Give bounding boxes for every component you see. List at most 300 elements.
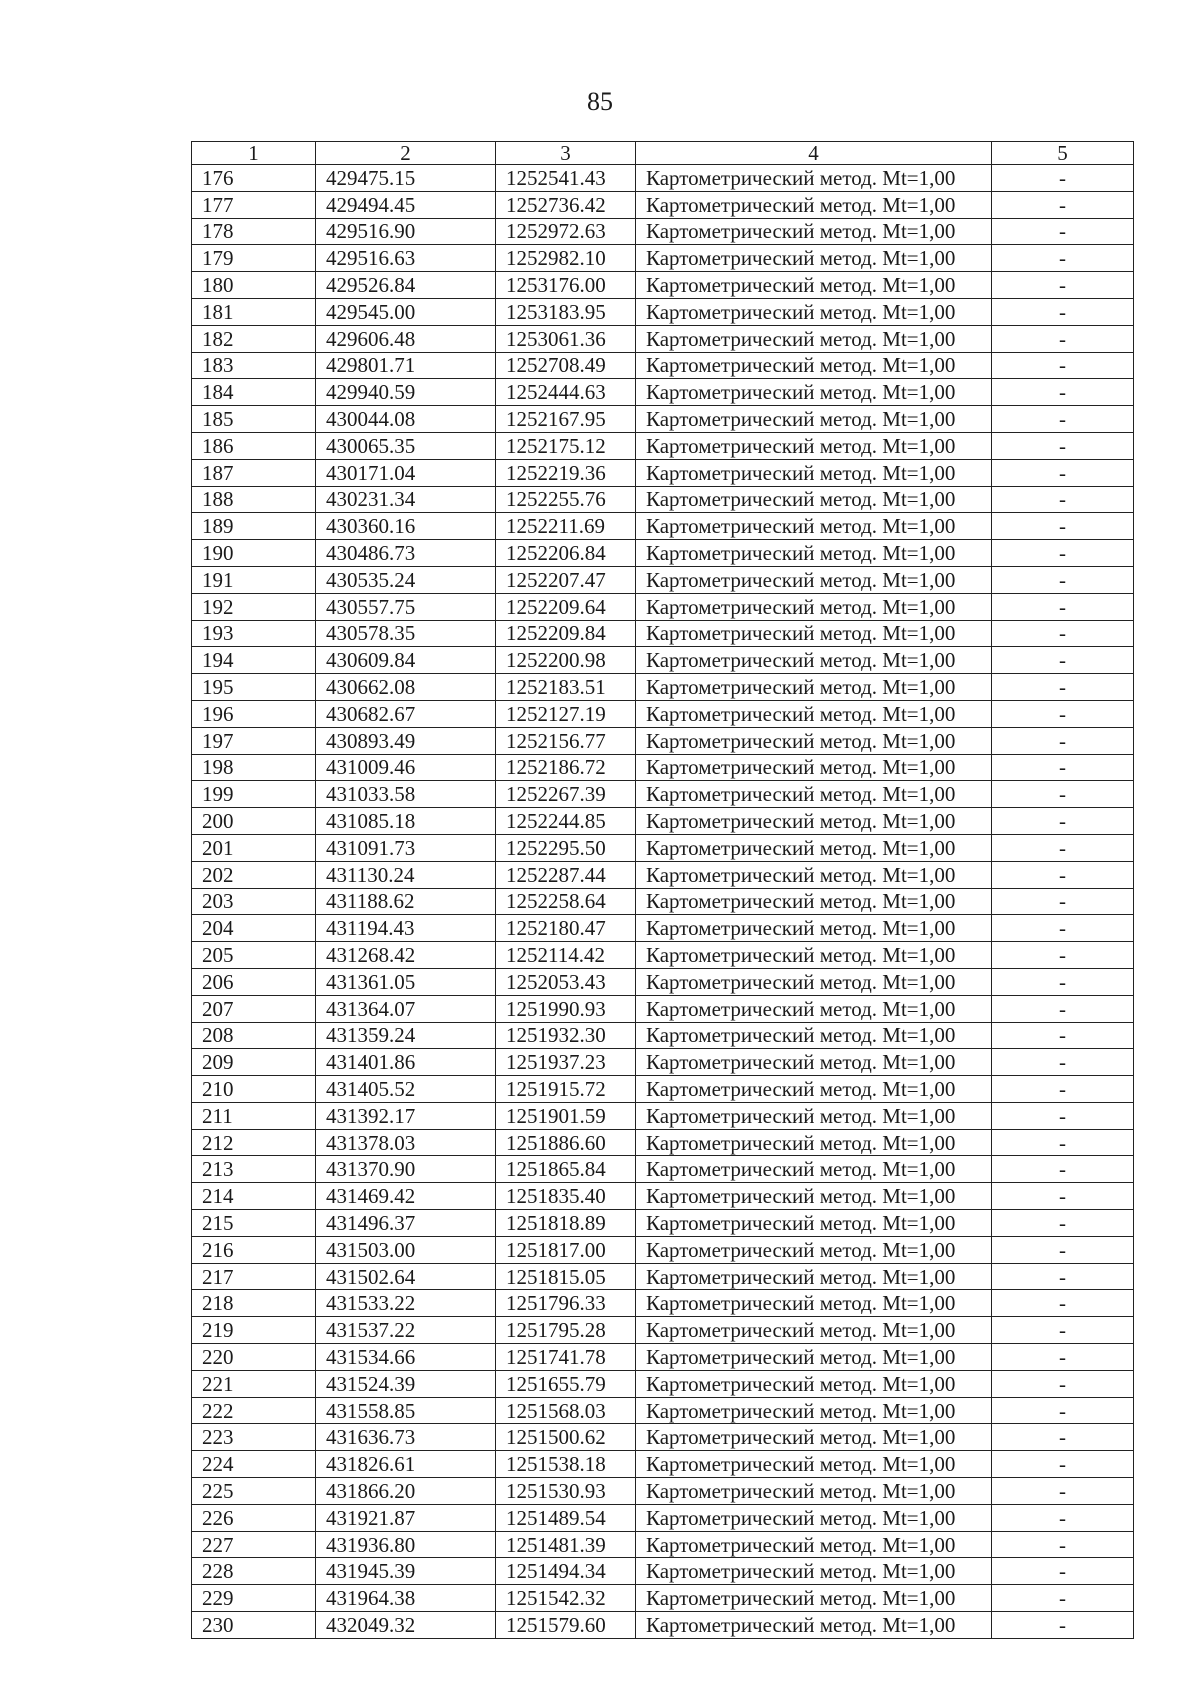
cell-note: - <box>992 1102 1134 1129</box>
cell-coord-y: 1252207.47 <box>496 566 636 593</box>
cell-note: - <box>992 1585 1134 1612</box>
cell-coord-x: 431361.05 <box>316 968 496 995</box>
cell-note: - <box>992 1236 1134 1263</box>
table-row <box>192 781 1134 808</box>
cell-coord-y: 1252211.69 <box>496 513 636 540</box>
cell-coord-y: 1251886.60 <box>496 1129 636 1156</box>
cell-coord-x: 431826.61 <box>316 1451 496 1478</box>
cell-coord-y: 1252127.19 <box>496 700 636 727</box>
cell-coord-y: 1253061.36 <box>496 325 636 352</box>
cell-note: - <box>992 1478 1134 1505</box>
cell-note: - <box>992 620 1134 647</box>
cell-coord-x: 431537.22 <box>316 1317 496 1344</box>
cell-coord-y: 1252267.39 <box>496 781 636 808</box>
cell-coord-x: 431945.39 <box>316 1558 496 1585</box>
cell-point-number: 212 <box>192 1129 316 1156</box>
table-row <box>192 1156 1134 1183</box>
cell-point-number: 227 <box>192 1531 316 1558</box>
cell-point-number: 191 <box>192 566 316 593</box>
cell-method: Картометрический метод. Mt=1,00 <box>636 1022 992 1049</box>
cell-method: Картометрический метод. Mt=1,00 <box>636 995 992 1022</box>
cell-method: Картометрический метод. Mt=1,00 <box>636 352 992 379</box>
table-row <box>192 191 1134 218</box>
table-row <box>192 1102 1134 1129</box>
cell-point-number: 223 <box>192 1424 316 1451</box>
cell-note: - <box>992 781 1134 808</box>
cell-method: Картометрический метод. Mt=1,00 <box>636 674 992 701</box>
table-row <box>192 915 1134 942</box>
table-row <box>192 245 1134 272</box>
cell-method: Картометрический метод. Mt=1,00 <box>636 1504 992 1531</box>
cell-coord-y: 1251741.78 <box>496 1344 636 1371</box>
cell-coord-x: 431188.62 <box>316 888 496 915</box>
cell-note: - <box>992 942 1134 969</box>
cell-point-number: 219 <box>192 1317 316 1344</box>
cell-coord-x: 429545.00 <box>316 298 496 325</box>
cell-coord-y: 1252444.63 <box>496 379 636 406</box>
cell-coord-y: 1251542.32 <box>496 1585 636 1612</box>
cell-coord-y: 1252708.49 <box>496 352 636 379</box>
cell-coord-x: 431378.03 <box>316 1129 496 1156</box>
cell-point-number: 186 <box>192 432 316 459</box>
cell-method: Картометрический метод. Mt=1,00 <box>636 432 992 459</box>
cell-note: - <box>992 1424 1134 1451</box>
cell-coord-y: 1252541.43 <box>496 165 636 192</box>
cell-note: - <box>992 406 1134 433</box>
table-row <box>192 1451 1134 1478</box>
cell-method: Картометрический метод. Mt=1,00 <box>636 1290 992 1317</box>
cell-coord-y: 1252183.51 <box>496 674 636 701</box>
cell-note: - <box>992 861 1134 888</box>
table-row <box>192 459 1134 486</box>
cell-coord-y: 1252258.64 <box>496 888 636 915</box>
cell-method: Картометрический метод. Mt=1,00 <box>636 1478 992 1505</box>
cell-note: - <box>992 1612 1134 1639</box>
cell-method: Картометрический метод. Mt=1,00 <box>636 888 992 915</box>
cell-note: - <box>992 191 1134 218</box>
table-row <box>192 1263 1134 1290</box>
table-row <box>192 674 1134 701</box>
cell-coord-x: 431009.46 <box>316 754 496 781</box>
cell-coord-x: 429494.45 <box>316 191 496 218</box>
table-row <box>192 968 1134 995</box>
cell-point-number: 204 <box>192 915 316 942</box>
cell-point-number: 195 <box>192 674 316 701</box>
table-row <box>192 861 1134 888</box>
cell-coord-y: 1251494.34 <box>496 1558 636 1585</box>
cell-point-number: 214 <box>192 1183 316 1210</box>
cell-coord-x: 429940.59 <box>316 379 496 406</box>
cell-coord-x: 431496.37 <box>316 1210 496 1237</box>
cell-method: Картометрический метод. Mt=1,00 <box>636 191 992 218</box>
cell-coord-y: 1252180.47 <box>496 915 636 942</box>
cell-point-number: 182 <box>192 325 316 352</box>
cell-point-number: 189 <box>192 513 316 540</box>
cell-point-number: 190 <box>192 540 316 567</box>
cell-coord-x: 431636.73 <box>316 1424 496 1451</box>
cell-method: Картометрический метод. Mt=1,00 <box>636 1585 992 1612</box>
cell-note: - <box>992 245 1134 272</box>
table-row <box>192 513 1134 540</box>
cell-note: - <box>992 1344 1134 1371</box>
header-col-2: 2 <box>316 142 496 165</box>
header-row <box>192 142 1134 165</box>
cell-note: - <box>992 1397 1134 1424</box>
header-col-3: 3 <box>496 142 636 165</box>
table-row <box>192 1049 1134 1076</box>
cell-coord-x: 429526.84 <box>316 272 496 299</box>
cell-coord-x: 431921.87 <box>316 1504 496 1531</box>
cell-coord-x: 430609.84 <box>316 647 496 674</box>
cell-point-number: 180 <box>192 272 316 299</box>
cell-coord-x: 430360.16 <box>316 513 496 540</box>
cell-method: Картометрический метод. Mt=1,00 <box>636 540 992 567</box>
cell-note: - <box>992 1290 1134 1317</box>
cell-note: - <box>992 298 1134 325</box>
table-row <box>192 593 1134 620</box>
table-row <box>192 1129 1134 1156</box>
cell-coord-x: 431534.66 <box>316 1344 496 1371</box>
cell-method: Картометрический метод. Mt=1,00 <box>636 1370 992 1397</box>
cell-note: - <box>992 1370 1134 1397</box>
cell-note: - <box>992 272 1134 299</box>
cell-coord-y: 1252209.84 <box>496 620 636 647</box>
table-row <box>192 727 1134 754</box>
cell-coord-y: 1252244.85 <box>496 808 636 835</box>
cell-coord-x: 431558.85 <box>316 1397 496 1424</box>
cell-coord-x: 430486.73 <box>316 540 496 567</box>
table-row <box>192 1558 1134 1585</box>
cell-coord-x: 430171.04 <box>316 459 496 486</box>
cell-coord-y: 1252167.95 <box>496 406 636 433</box>
cell-point-number: 185 <box>192 406 316 433</box>
cell-coord-y: 1252287.44 <box>496 861 636 888</box>
cell-method: Картометрический метод. Mt=1,00 <box>636 1424 992 1451</box>
cell-note: - <box>992 513 1134 540</box>
table-row <box>192 566 1134 593</box>
cell-method: Картометрический метод. Mt=1,00 <box>636 781 992 808</box>
cell-point-number: 218 <box>192 1290 316 1317</box>
cell-method: Картометрический метод. Mt=1,00 <box>636 459 992 486</box>
cell-coord-x: 430662.08 <box>316 674 496 701</box>
cell-note: - <box>992 1022 1134 1049</box>
cell-note: - <box>992 593 1134 620</box>
table-row <box>192 406 1134 433</box>
cell-method: Картометрический метод. Mt=1,00 <box>636 968 992 995</box>
table-row <box>192 1344 1134 1371</box>
cell-point-number: 201 <box>192 834 316 861</box>
cell-method: Картометрический метод. Mt=1,00 <box>636 915 992 942</box>
cell-point-number: 229 <box>192 1585 316 1612</box>
table-row <box>192 1397 1134 1424</box>
cell-coord-x: 431130.24 <box>316 861 496 888</box>
coordinates-table <box>191 141 1134 1639</box>
cell-note: - <box>992 1504 1134 1531</box>
cell-coord-y: 1251915.72 <box>496 1076 636 1103</box>
cell-coord-x: 430578.35 <box>316 620 496 647</box>
cell-coord-x: 429801.71 <box>316 352 496 379</box>
cell-note: - <box>992 1129 1134 1156</box>
header-col-5: 5 <box>992 142 1134 165</box>
cell-note: - <box>992 432 1134 459</box>
cell-method: Картометрический метод. Mt=1,00 <box>636 272 992 299</box>
cell-coord-x: 430065.35 <box>316 432 496 459</box>
cell-point-number: 196 <box>192 700 316 727</box>
cell-note: - <box>992 540 1134 567</box>
cell-point-number: 202 <box>192 861 316 888</box>
cell-coord-x: 431936.80 <box>316 1531 496 1558</box>
cell-coord-x: 431392.17 <box>316 1102 496 1129</box>
cell-method: Картометрический метод. Mt=1,00 <box>636 942 992 969</box>
table-row <box>192 647 1134 674</box>
cell-coord-y: 1251815.05 <box>496 1263 636 1290</box>
cell-method: Картометрический метод. Mt=1,00 <box>636 1183 992 1210</box>
cell-method: Картометрический метод. Mt=1,00 <box>636 1156 992 1183</box>
cell-note: - <box>992 968 1134 995</box>
cell-method: Картометрический метод. Mt=1,00 <box>636 1236 992 1263</box>
cell-coord-x: 429516.90 <box>316 218 496 245</box>
cell-method: Картометрический метод. Mt=1,00 <box>636 245 992 272</box>
cell-method: Картометрический метод. Mt=1,00 <box>636 298 992 325</box>
cell-coord-y: 1252972.63 <box>496 218 636 245</box>
cell-point-number: 228 <box>192 1558 316 1585</box>
table-row <box>192 1076 1134 1103</box>
cell-method: Картометрический метод. Mt=1,00 <box>636 1102 992 1129</box>
cell-coord-x: 431964.38 <box>316 1585 496 1612</box>
cell-point-number: 198 <box>192 754 316 781</box>
cell-point-number: 205 <box>192 942 316 969</box>
cell-point-number: 183 <box>192 352 316 379</box>
table-row <box>192 379 1134 406</box>
cell-point-number: 225 <box>192 1478 316 1505</box>
cell-note: - <box>992 459 1134 486</box>
cell-coord-y: 1251489.54 <box>496 1504 636 1531</box>
cell-method: Картометрический метод. Mt=1,00 <box>636 218 992 245</box>
cell-coord-y: 1251901.59 <box>496 1102 636 1129</box>
cell-coord-y: 1252209.64 <box>496 593 636 620</box>
table-row <box>192 352 1134 379</box>
cell-coord-x: 430682.67 <box>316 700 496 727</box>
cell-point-number: 187 <box>192 459 316 486</box>
cell-coord-x: 431091.73 <box>316 834 496 861</box>
cell-method: Картометрический метод. Mt=1,00 <box>636 1076 992 1103</box>
cell-coord-x: 431268.42 <box>316 942 496 969</box>
cell-coord-y: 1251579.60 <box>496 1612 636 1639</box>
cell-coord-x: 431405.52 <box>316 1076 496 1103</box>
cell-coord-y: 1251538.18 <box>496 1451 636 1478</box>
table-row <box>192 432 1134 459</box>
cell-note: - <box>992 218 1134 245</box>
cell-coord-y: 1252186.72 <box>496 754 636 781</box>
cell-point-number: 176 <box>192 165 316 192</box>
cell-note: - <box>992 1210 1134 1237</box>
cell-method: Картометрический метод. Mt=1,00 <box>636 406 992 433</box>
cell-coord-x: 430231.34 <box>316 486 496 513</box>
table-row <box>192 808 1134 835</box>
table-body <box>192 165 1134 1639</box>
cell-note: - <box>992 1156 1134 1183</box>
page-number: 85 <box>587 87 613 116</box>
cell-point-number: 203 <box>192 888 316 915</box>
table-row <box>192 218 1134 245</box>
cell-coord-y: 1251481.39 <box>496 1531 636 1558</box>
cell-method: Картометрический метод. Mt=1,00 <box>636 513 992 540</box>
table-row <box>192 1612 1134 1639</box>
cell-note: - <box>992 727 1134 754</box>
cell-coord-x: 431533.22 <box>316 1290 496 1317</box>
cell-coord-y: 1252200.98 <box>496 647 636 674</box>
cell-coord-y: 1251865.84 <box>496 1156 636 1183</box>
cell-point-number: 217 <box>192 1263 316 1290</box>
cell-coord-x: 430893.49 <box>316 727 496 754</box>
cell-point-number: 177 <box>192 191 316 218</box>
cell-coord-x: 431866.20 <box>316 1478 496 1505</box>
cell-method: Картометрический метод. Mt=1,00 <box>636 1129 992 1156</box>
cell-coord-y: 1251817.00 <box>496 1236 636 1263</box>
cell-coord-y: 1252982.10 <box>496 245 636 272</box>
cell-coord-y: 1251795.28 <box>496 1317 636 1344</box>
table-row <box>192 298 1134 325</box>
cell-coord-x: 429516.63 <box>316 245 496 272</box>
cell-coord-y: 1251990.93 <box>496 995 636 1022</box>
cell-coord-y: 1251932.30 <box>496 1022 636 1049</box>
cell-point-number: 215 <box>192 1210 316 1237</box>
cell-coord-x: 431364.07 <box>316 995 496 1022</box>
cell-note: - <box>992 1049 1134 1076</box>
cell-coord-x: 431503.00 <box>316 1236 496 1263</box>
cell-point-number: 181 <box>192 298 316 325</box>
table-row <box>192 165 1134 192</box>
table-row <box>192 1210 1134 1237</box>
cell-method: Картометрический метод. Mt=1,00 <box>636 620 992 647</box>
table-row <box>192 1370 1134 1397</box>
cell-coord-x: 431524.39 <box>316 1370 496 1397</box>
cell-coord-x: 430535.24 <box>316 566 496 593</box>
cell-point-number: 220 <box>192 1344 316 1371</box>
cell-method: Картометрический метод. Mt=1,00 <box>636 566 992 593</box>
cell-coord-y: 1251530.93 <box>496 1478 636 1505</box>
cell-point-number: 194 <box>192 647 316 674</box>
cell-method: Картометрический метод. Mt=1,00 <box>636 379 992 406</box>
cell-coord-y: 1252206.84 <box>496 540 636 567</box>
cell-coord-y: 1252175.12 <box>496 432 636 459</box>
cell-point-number: 226 <box>192 1504 316 1531</box>
cell-note: - <box>992 352 1134 379</box>
table-row <box>192 1504 1134 1531</box>
table-row <box>192 1478 1134 1505</box>
cell-point-number: 209 <box>192 1049 316 1076</box>
table-row <box>192 325 1134 352</box>
cell-coord-y: 1251568.03 <box>496 1397 636 1424</box>
cell-coord-x: 432049.32 <box>316 1612 496 1639</box>
cell-coord-x: 431033.58 <box>316 781 496 808</box>
cell-note: - <box>992 379 1134 406</box>
table-header <box>192 142 1134 165</box>
cell-point-number: 192 <box>192 593 316 620</box>
cell-point-number: 224 <box>192 1451 316 1478</box>
cell-point-number: 184 <box>192 379 316 406</box>
table-row <box>192 754 1134 781</box>
table-row <box>192 1290 1134 1317</box>
cell-note: - <box>992 995 1134 1022</box>
cell-method: Картометрический метод. Mt=1,00 <box>636 700 992 727</box>
cell-point-number: 188 <box>192 486 316 513</box>
cell-point-number: 230 <box>192 1612 316 1639</box>
cell-coord-y: 1251500.62 <box>496 1424 636 1451</box>
table-row <box>192 1585 1134 1612</box>
cell-coord-x: 431370.90 <box>316 1156 496 1183</box>
cell-point-number: 216 <box>192 1236 316 1263</box>
table-row <box>192 1424 1134 1451</box>
table-row <box>192 834 1134 861</box>
table-row <box>192 620 1134 647</box>
cell-coord-y: 1251655.79 <box>496 1370 636 1397</box>
cell-method: Картометрический метод. Mt=1,00 <box>636 647 992 674</box>
cell-note: - <box>992 165 1134 192</box>
cell-coord-y: 1251796.33 <box>496 1290 636 1317</box>
cell-point-number: 208 <box>192 1022 316 1049</box>
cell-method: Картометрический метод. Mt=1,00 <box>636 1344 992 1371</box>
cell-coord-x: 431469.42 <box>316 1183 496 1210</box>
cell-method: Картометрический метод. Mt=1,00 <box>636 165 992 192</box>
table-row <box>192 272 1134 299</box>
cell-point-number: 221 <box>192 1370 316 1397</box>
cell-coord-x: 431359.24 <box>316 1022 496 1049</box>
table-row <box>192 995 1134 1022</box>
cell-note: - <box>992 1076 1134 1103</box>
cell-point-number: 179 <box>192 245 316 272</box>
cell-method: Картометрический метод. Mt=1,00 <box>636 754 992 781</box>
cell-point-number: 200 <box>192 808 316 835</box>
cell-note: - <box>992 566 1134 593</box>
cell-note: - <box>992 674 1134 701</box>
cell-point-number: 197 <box>192 727 316 754</box>
cell-method: Картометрический метод. Mt=1,00 <box>636 1317 992 1344</box>
cell-method: Картометрический метод. Mt=1,00 <box>636 486 992 513</box>
cell-method: Картометрический метод. Mt=1,00 <box>636 1210 992 1237</box>
cell-note: - <box>992 325 1134 352</box>
cell-note: - <box>992 1451 1134 1478</box>
cell-coord-y: 1251937.23 <box>496 1049 636 1076</box>
cell-point-number: 207 <box>192 995 316 1022</box>
cell-point-number: 178 <box>192 218 316 245</box>
cell-point-number: 210 <box>192 1076 316 1103</box>
table-row <box>192 1317 1134 1344</box>
cell-method: Картометрический метод. Mt=1,00 <box>636 1397 992 1424</box>
cell-coord-y: 1252736.42 <box>496 191 636 218</box>
cell-coord-x: 429606.48 <box>316 325 496 352</box>
cell-method: Картометрический метод. Mt=1,00 <box>636 1612 992 1639</box>
header-col-4: 4 <box>636 142 992 165</box>
cell-coord-y: 1251835.40 <box>496 1183 636 1210</box>
cell-coord-x: 430044.08 <box>316 406 496 433</box>
table-row <box>192 1531 1134 1558</box>
cell-coord-x: 431401.86 <box>316 1049 496 1076</box>
cell-method: Картометрический метод. Mt=1,00 <box>636 861 992 888</box>
table-row <box>192 486 1134 513</box>
table-row <box>192 888 1134 915</box>
cell-note: - <box>992 1531 1134 1558</box>
cell-note: - <box>992 700 1134 727</box>
cell-method: Картометрический метод. Mt=1,00 <box>636 1558 992 1585</box>
cell-point-number: 211 <box>192 1102 316 1129</box>
cell-coord-x: 431085.18 <box>316 808 496 835</box>
cell-coord-x: 430557.75 <box>316 593 496 620</box>
cell-method: Картометрический метод. Mt=1,00 <box>636 834 992 861</box>
cell-method: Картометрический метод. Mt=1,00 <box>636 325 992 352</box>
table-row <box>192 1236 1134 1263</box>
cell-coord-x: 431502.64 <box>316 1263 496 1290</box>
